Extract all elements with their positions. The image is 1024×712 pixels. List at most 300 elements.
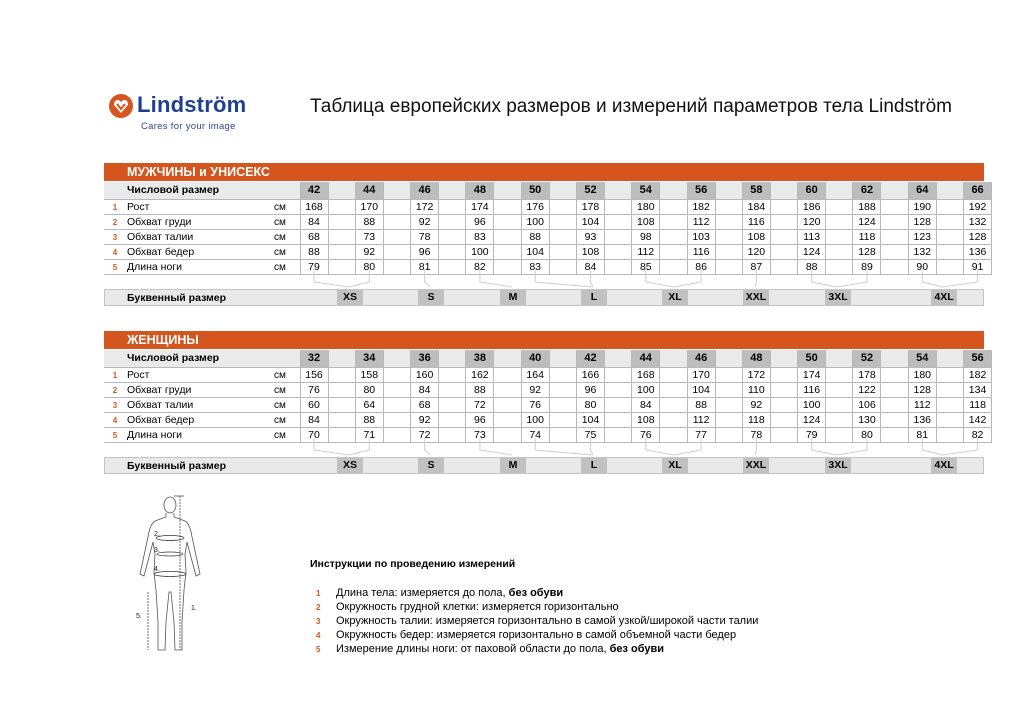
row-number: 1 xyxy=(104,200,126,215)
column-gap xyxy=(660,368,687,383)
column-gap xyxy=(439,230,466,245)
measurement-value: 100 xyxy=(521,215,549,230)
measurement-value: 82 xyxy=(964,428,992,443)
column-gap xyxy=(604,230,631,245)
measurement-value: 83 xyxy=(466,230,494,245)
numeric-size-header: 32 xyxy=(300,350,328,368)
measurement-value: 92 xyxy=(411,215,439,230)
instruction-text: Окружность талии: измеряется горизонтально в самой узкой/широкой части талии xyxy=(336,615,759,627)
column-gap xyxy=(494,245,521,260)
measurement-value: 186 xyxy=(798,200,826,215)
numeric-size-header: 34 xyxy=(355,350,383,368)
measurement-label: Обхват талии xyxy=(126,398,274,413)
letter-size-label: Буквенный размер xyxy=(127,460,227,472)
column-gap xyxy=(549,398,576,413)
measurement-value: 182 xyxy=(964,368,992,383)
column-gap xyxy=(826,230,853,245)
measurement-value: 190 xyxy=(908,200,936,215)
column-gap xyxy=(826,245,853,260)
column-gap xyxy=(770,245,797,260)
numeric-size-header: 42 xyxy=(576,350,604,368)
column-gap xyxy=(660,230,687,245)
measurement-value: 162 xyxy=(466,368,494,383)
measurement-value: 87 xyxy=(742,260,770,275)
column-gap xyxy=(604,350,631,368)
human-body-outline-icon xyxy=(140,497,200,650)
instruction-number: 3 xyxy=(316,617,321,626)
letter-size-box: M xyxy=(500,290,526,305)
column-gap xyxy=(881,182,908,200)
column-gap xyxy=(549,428,576,443)
page-title: Таблица европейских размеров и измерений параметров тела Lindström xyxy=(310,96,952,117)
measurement-value: 104 xyxy=(687,383,715,398)
instruction-item xyxy=(316,600,758,614)
letter-size-box: 4XL xyxy=(931,290,957,305)
column-gap xyxy=(383,260,410,275)
column-gap xyxy=(715,182,742,200)
measurement-row xyxy=(104,245,992,260)
measurement-value: 100 xyxy=(798,398,826,413)
measurement-value: 166 xyxy=(576,368,604,383)
column-gap xyxy=(715,350,742,368)
measurement-value: 92 xyxy=(742,398,770,413)
numeric-size-header-row xyxy=(104,182,992,200)
column-gap xyxy=(770,200,797,215)
measurement-value: 71 xyxy=(355,428,383,443)
column-gap xyxy=(604,215,631,230)
numeric-size-header: 36 xyxy=(411,350,439,368)
column-gap xyxy=(604,383,631,398)
measurement-value: 130 xyxy=(853,413,881,428)
column-gap xyxy=(770,398,797,413)
measurement-unit: см xyxy=(274,398,300,413)
column-gap xyxy=(383,200,410,215)
instruction-number: 2 xyxy=(316,603,321,612)
measurement-value: 128 xyxy=(908,383,936,398)
numeric-size-header: 62 xyxy=(853,182,881,200)
letter-size-box: XXL xyxy=(743,458,769,473)
numeric-size-header: 48 xyxy=(742,350,770,368)
column-gap xyxy=(936,260,963,275)
measurement-value: 76 xyxy=(632,428,660,443)
measurement-value: 124 xyxy=(798,413,826,428)
measurement-value: 85 xyxy=(632,260,660,275)
column-gap xyxy=(826,368,853,383)
instruction-text: Окружность грудной клетки: измеряется горизонтально xyxy=(336,601,619,613)
measurement-unit: см xyxy=(274,383,300,398)
measurement-row xyxy=(104,200,992,215)
measurement-row xyxy=(104,383,992,398)
column-gap xyxy=(328,182,355,200)
column-gap xyxy=(328,200,355,215)
column-gap xyxy=(494,428,521,443)
column-gap xyxy=(881,368,908,383)
column-gap xyxy=(604,398,631,413)
measurement-value: 73 xyxy=(355,230,383,245)
row-number: 5 xyxy=(104,428,126,443)
measurement-value: 132 xyxy=(908,245,936,260)
measurement-value: 73 xyxy=(466,428,494,443)
measurement-value: 80 xyxy=(576,398,604,413)
measurement-value: 128 xyxy=(908,215,936,230)
column-gap xyxy=(549,413,576,428)
column-gap xyxy=(881,398,908,413)
column-gap xyxy=(660,215,687,230)
instruction-text: Длина тела: измеряется до пола, xyxy=(336,587,509,599)
column-gap xyxy=(604,200,631,215)
numeric-size-header: 38 xyxy=(466,350,494,368)
measurement-value: 184 xyxy=(742,200,770,215)
column-gap xyxy=(549,383,576,398)
measurement-value: 92 xyxy=(355,245,383,260)
measurement-value: 112 xyxy=(687,413,715,428)
measurement-value: 86 xyxy=(687,260,715,275)
measurement-value: 84 xyxy=(576,260,604,275)
measurement-value: 84 xyxy=(300,413,328,428)
measurement-value: 168 xyxy=(300,200,328,215)
column-gap xyxy=(826,398,853,413)
column-gap xyxy=(494,215,521,230)
instructions-title: Инструкции по проведению измерений xyxy=(310,558,516,570)
column-gap xyxy=(328,260,355,275)
measurement-value: 192 xyxy=(964,200,992,215)
measurement-value: 116 xyxy=(687,245,715,260)
measurement-value: 132 xyxy=(964,215,992,230)
column-gap xyxy=(936,428,963,443)
row-number: 1 xyxy=(104,368,126,383)
measurement-value: 91 xyxy=(964,260,992,275)
measurement-value: 76 xyxy=(300,383,328,398)
column-gap xyxy=(439,350,466,368)
measurement-value: 120 xyxy=(798,215,826,230)
measurement-value: 156 xyxy=(300,368,328,383)
measurement-value: 178 xyxy=(853,368,881,383)
column-gap xyxy=(439,383,466,398)
measurement-value: 92 xyxy=(521,383,549,398)
figure-label-3: 3. xyxy=(154,547,160,554)
column-gap xyxy=(494,368,521,383)
measurement-value: 100 xyxy=(521,413,549,428)
numeric-size-header: 50 xyxy=(798,350,826,368)
measurement-label: Длина ноги xyxy=(126,428,274,443)
column-gap xyxy=(936,413,963,428)
row-number: 4 xyxy=(104,413,126,428)
column-gap xyxy=(770,383,797,398)
column-gap xyxy=(604,182,631,200)
column-gap xyxy=(383,368,410,383)
measurement-value: 174 xyxy=(798,368,826,383)
column-gap xyxy=(770,368,797,383)
measurement-value: 92 xyxy=(411,413,439,428)
letter-size-box: L xyxy=(581,458,607,473)
measurement-value: 93 xyxy=(576,230,604,245)
numeric-size-header: 54 xyxy=(908,350,936,368)
measurement-value: 81 xyxy=(908,428,936,443)
column-gap xyxy=(494,260,521,275)
column-gap xyxy=(770,413,797,428)
measurement-value: 170 xyxy=(355,200,383,215)
measurement-value: 124 xyxy=(853,215,881,230)
column-gap xyxy=(439,260,466,275)
measurement-value: 79 xyxy=(300,260,328,275)
measurement-value: 118 xyxy=(742,413,770,428)
column-gap xyxy=(715,260,742,275)
column-gap xyxy=(881,245,908,260)
measurement-value: 134 xyxy=(964,383,992,398)
measurement-value: 122 xyxy=(853,383,881,398)
column-gap xyxy=(383,245,410,260)
measurement-unit: см xyxy=(274,428,300,443)
numeric-size-header: 46 xyxy=(687,350,715,368)
instruction-item xyxy=(316,614,758,628)
measurement-value: 123 xyxy=(908,230,936,245)
measurement-value: 118 xyxy=(853,230,881,245)
column-gap xyxy=(881,413,908,428)
row-number xyxy=(104,350,126,368)
column-gap xyxy=(770,260,797,275)
numeric-size-header: 40 xyxy=(521,350,549,368)
numeric-size-header: 46 xyxy=(411,182,439,200)
column-gap xyxy=(439,200,466,215)
column-gap xyxy=(770,428,797,443)
column-gap xyxy=(660,413,687,428)
measurement-value: 90 xyxy=(908,260,936,275)
brand-name: Lindström xyxy=(137,92,247,117)
column-gap xyxy=(660,200,687,215)
measurement-value: 64 xyxy=(355,398,383,413)
letter-size-box: XS xyxy=(337,458,363,473)
measurement-value: 108 xyxy=(632,413,660,428)
measurement-value: 182 xyxy=(687,200,715,215)
measurement-value: 108 xyxy=(632,215,660,230)
letter-size-box: XS xyxy=(337,290,363,305)
column-gap xyxy=(715,413,742,428)
measurement-value: 188 xyxy=(853,200,881,215)
column-gap xyxy=(604,368,631,383)
measurement-value: 88 xyxy=(355,413,383,428)
measurement-row xyxy=(104,368,992,383)
measurement-value: 96 xyxy=(466,413,494,428)
column-gap xyxy=(494,182,521,200)
column-gap xyxy=(383,398,410,413)
measurement-value: 88 xyxy=(466,383,494,398)
numeric-size-header: 54 xyxy=(632,182,660,200)
measurement-value: 178 xyxy=(576,200,604,215)
column-gap xyxy=(549,182,576,200)
column-gap xyxy=(936,383,963,398)
measurement-value: 164 xyxy=(521,368,549,383)
column-gap xyxy=(604,428,631,443)
measurement-value: 104 xyxy=(576,215,604,230)
measurement-label: Обхват груди xyxy=(126,383,274,398)
column-gap xyxy=(826,182,853,200)
row-number xyxy=(104,182,126,200)
measurement-value: 112 xyxy=(687,215,715,230)
column-gap xyxy=(936,245,963,260)
column-gap xyxy=(328,428,355,443)
column-gap xyxy=(660,260,687,275)
column-gap xyxy=(936,368,963,383)
column-gap xyxy=(715,398,742,413)
column-gap xyxy=(936,398,963,413)
measurement-value: 74 xyxy=(521,428,549,443)
column-gap xyxy=(770,230,797,245)
measurement-value: 103 xyxy=(687,230,715,245)
measurement-value: 88 xyxy=(355,215,383,230)
measurement-value: 176 xyxy=(521,200,549,215)
measurement-row xyxy=(104,230,992,245)
measurement-value: 112 xyxy=(908,398,936,413)
measurement-unit: см xyxy=(274,260,300,275)
measurement-value: 113 xyxy=(798,230,826,245)
column-gap xyxy=(328,245,355,260)
measurement-value: 70 xyxy=(300,428,328,443)
instruction-emphasis: без обуви xyxy=(609,643,665,655)
column-gap xyxy=(383,182,410,200)
column-gap xyxy=(715,428,742,443)
women-size-table xyxy=(104,350,992,443)
measurement-value: 124 xyxy=(798,245,826,260)
measurement-value: 84 xyxy=(632,398,660,413)
measurement-value: 68 xyxy=(300,230,328,245)
column-gap xyxy=(936,200,963,215)
letter-size-box: 3XL xyxy=(825,458,851,473)
column-gap xyxy=(439,368,466,383)
row-number: 3 xyxy=(104,398,126,413)
column-gap xyxy=(881,428,908,443)
column-gap xyxy=(439,215,466,230)
numeric-size-header: 56 xyxy=(687,182,715,200)
column-gap xyxy=(383,413,410,428)
column-gap xyxy=(604,413,631,428)
measurement-value: 75 xyxy=(576,428,604,443)
measurement-value: 78 xyxy=(742,428,770,443)
figure-label-4: 4. xyxy=(154,566,160,573)
column-gap xyxy=(604,260,631,275)
instruction-number: 5 xyxy=(316,645,321,654)
column-gap xyxy=(660,383,687,398)
column-gap xyxy=(328,350,355,368)
measurement-value: 120 xyxy=(742,245,770,260)
column-gap xyxy=(549,200,576,215)
numeric-size-header-row xyxy=(104,350,992,368)
measurement-value: 72 xyxy=(466,398,494,413)
column-gap xyxy=(826,200,853,215)
measurement-unit: см xyxy=(274,215,300,230)
column-gap xyxy=(549,215,576,230)
numeric-size-header: 60 xyxy=(798,182,826,200)
numeric-size-header: 52 xyxy=(576,182,604,200)
column-gap xyxy=(494,200,521,215)
letter-size-box: 3XL xyxy=(825,290,851,305)
instruction-item xyxy=(316,642,758,656)
instruction-number: 4 xyxy=(316,631,321,640)
measurement-unit: см xyxy=(274,245,300,260)
measurement-value: 104 xyxy=(576,413,604,428)
section-heading-men: МУЖЧИНЫ и УНИСЕКС xyxy=(104,163,984,181)
column-gap xyxy=(439,413,466,428)
column-gap xyxy=(881,230,908,245)
numeric-size-label: Числовой размер xyxy=(126,350,274,368)
column-gap xyxy=(715,215,742,230)
column-gap xyxy=(715,245,742,260)
measurement-value: 96 xyxy=(411,245,439,260)
measurement-value: 60 xyxy=(300,398,328,413)
column-gap xyxy=(328,398,355,413)
measurement-row xyxy=(104,428,992,443)
column-gap xyxy=(439,245,466,260)
measurement-value: 80 xyxy=(853,428,881,443)
column-gap xyxy=(494,350,521,368)
measurement-value: 88 xyxy=(687,398,715,413)
column-gap xyxy=(549,245,576,260)
measurement-value: 116 xyxy=(798,383,826,398)
measurement-value: 106 xyxy=(853,398,881,413)
measurement-row xyxy=(104,215,992,230)
column-gap xyxy=(660,245,687,260)
letter-size-box: XXL xyxy=(743,290,769,305)
measurement-value: 72 xyxy=(411,428,439,443)
numeric-size-header: 44 xyxy=(355,182,383,200)
letter-size-box: S xyxy=(418,290,444,305)
column-gap xyxy=(715,383,742,398)
measurement-value: 174 xyxy=(466,200,494,215)
column-gap xyxy=(660,428,687,443)
column-gap xyxy=(328,383,355,398)
measurement-value: 79 xyxy=(798,428,826,443)
letter-size-box: S xyxy=(418,458,444,473)
measurement-unit: см xyxy=(274,413,300,428)
column-gap xyxy=(383,230,410,245)
measurement-value: 80 xyxy=(355,383,383,398)
column-gap xyxy=(881,383,908,398)
measurement-value: 128 xyxy=(853,245,881,260)
measurement-value: 88 xyxy=(521,230,549,245)
numeric-size-header: 58 xyxy=(742,182,770,200)
instruction-text: Окружность бедер: измеряется горизонтально в самой объемной части бедер xyxy=(336,629,737,641)
numeric-size-header: 56 xyxy=(964,350,992,368)
column-gap xyxy=(494,230,521,245)
column-gap xyxy=(494,383,521,398)
instruction-item xyxy=(316,586,758,600)
measurement-value: 83 xyxy=(521,260,549,275)
measurement-value: 76 xyxy=(521,398,549,413)
measurement-value: 128 xyxy=(964,230,992,245)
measurement-value: 180 xyxy=(908,368,936,383)
measurement-value: 104 xyxy=(521,245,549,260)
column-gap xyxy=(715,368,742,383)
column-gap xyxy=(549,230,576,245)
column-gap xyxy=(549,260,576,275)
measurement-value: 172 xyxy=(742,368,770,383)
measurement-value: 158 xyxy=(355,368,383,383)
column-gap xyxy=(660,398,687,413)
numeric-size-header: 44 xyxy=(632,350,660,368)
column-gap xyxy=(383,383,410,398)
measurement-value: 116 xyxy=(742,215,770,230)
column-gap xyxy=(439,398,466,413)
column-gap xyxy=(826,428,853,443)
instruction-emphasis: без обуви xyxy=(508,587,564,599)
column-gap xyxy=(494,413,521,428)
measurement-value: 142 xyxy=(964,413,992,428)
column-gap xyxy=(881,350,908,368)
measurement-value: 88 xyxy=(300,245,328,260)
measurement-value: 81 xyxy=(411,260,439,275)
instruction-text: Измерение длины ноги: от паховой области до пола, xyxy=(336,643,610,655)
measurement-label: Обхват груди xyxy=(126,215,274,230)
letter-size-box: 4XL xyxy=(931,458,957,473)
